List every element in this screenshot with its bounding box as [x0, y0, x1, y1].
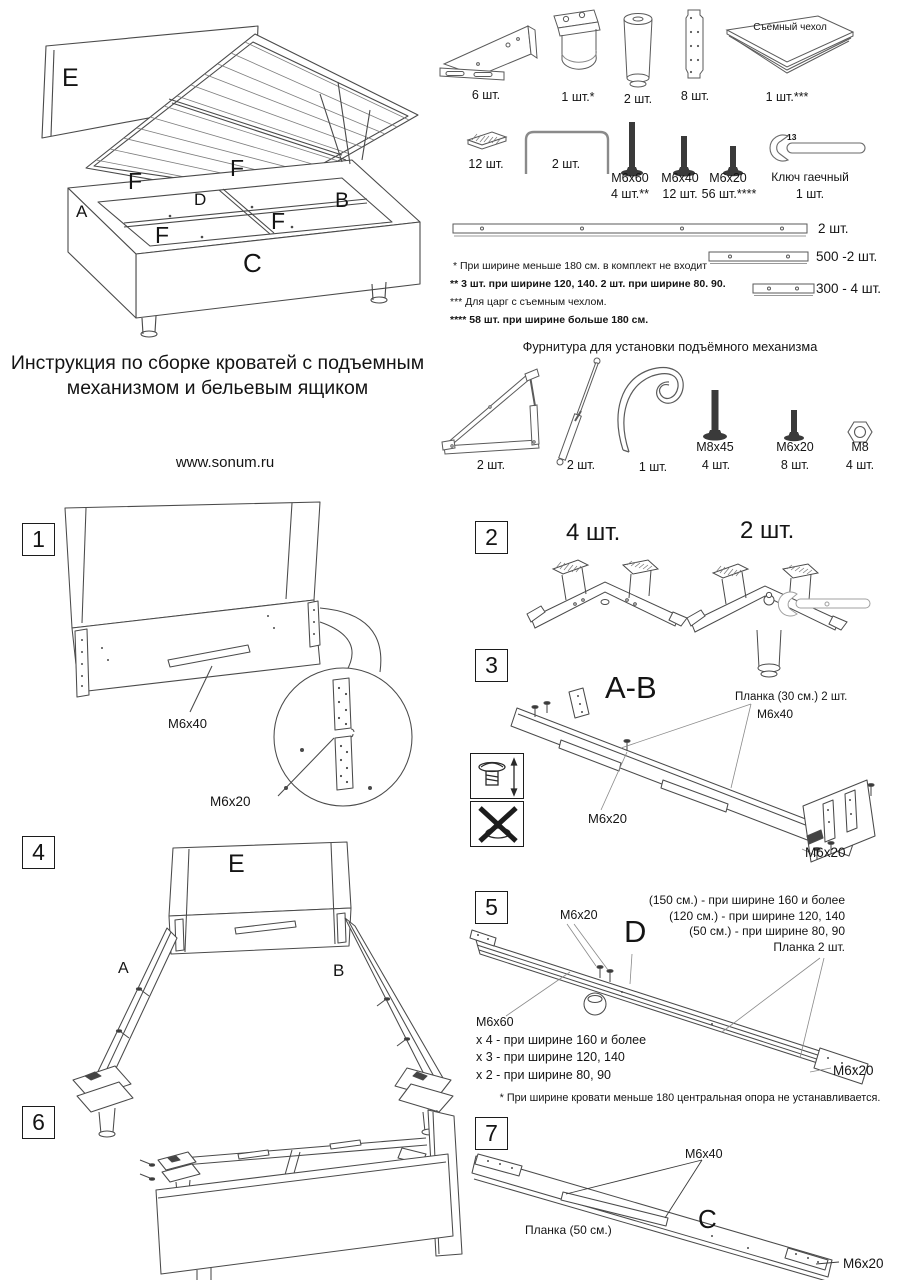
step-1-m6x40-label: M6x40	[168, 716, 208, 731]
bolt-m6x40-qty: 12 шт.	[662, 187, 698, 201]
step-5-number-text: 5	[485, 894, 498, 920]
step-5-footnote: * При ширине кровати меньше 180 центральная опора не устанавливается.	[499, 1092, 881, 1104]
corner-bracket-qty: 6 шт.	[471, 88, 501, 102]
step-3-number-text: 3	[485, 652, 498, 678]
step-5-label-d: D	[624, 914, 647, 949]
leg-drawing	[620, 10, 656, 92]
slat-500-label: 500 -2 шт.	[816, 249, 878, 264]
no-full-tighten-icon	[470, 801, 524, 847]
step-5-note-w3: x 3 - при ширине 120, 140	[476, 1050, 625, 1064]
bolt-m6x20-hw-qty: 8 шт.	[780, 458, 810, 472]
step-4-label-e: E	[228, 850, 245, 878]
bolt-m6x20-label: M6x20	[709, 171, 747, 185]
pad-qty: 12 шт.	[468, 157, 504, 171]
hardware-section-title: Фурнитура для установки подъёмного механизма	[522, 339, 818, 354]
step-4-label-a: A	[118, 960, 129, 977]
step-3-title-ab: A-B	[605, 670, 657, 705]
step-2-bracket-drawing	[525, 556, 690, 648]
screw-gap-icon	[470, 753, 524, 799]
step-4-label-b: B	[333, 961, 345, 980]
u-bar-qty: 2 шт.	[551, 157, 581, 171]
slat-300-drawing	[752, 282, 816, 298]
nut-m8-label: M8	[851, 440, 869, 454]
step-5-note-50: (50 см.) - при ширине 80, 90	[689, 924, 845, 939]
gas-strut-qty: 2 шт.	[566, 458, 596, 472]
bolt-m6x60-qty: 4 шт.**	[611, 187, 649, 201]
strap-qty: 1 шт.	[638, 460, 668, 474]
overview-label-b: B	[335, 189, 350, 212]
step-5-note-w4: x 4 - при ширине 160 и более	[476, 1032, 647, 1047]
step-3-m6x20-end-label: M6x20	[805, 845, 846, 860]
pad-drawing	[466, 128, 508, 154]
nut-m8-qty: 4 шт.	[845, 458, 875, 472]
slat-500-drawing	[708, 250, 810, 266]
step-5-m6x60-label: M6x60	[476, 1015, 514, 1029]
website-link[interactable]: www.sonum.ru	[175, 454, 275, 471]
step-6-drawing	[30, 1108, 450, 1280]
step-7-m6x40-label: M6x40	[685, 1147, 723, 1161]
bolt-m8x45-label: M8x45	[696, 440, 734, 454]
bolt-m6x20-hw-label: M6x20	[776, 440, 814, 454]
connector-plate-drawing	[684, 8, 706, 82]
wrench-drawing	[760, 130, 872, 168]
bolt-m6x40-label: M6x40	[661, 171, 699, 185]
overview-label-f3: F	[155, 222, 170, 248]
step-5-note-w2: x 2 - при ширине 80, 90	[476, 1067, 611, 1082]
overview-label-f1: F	[128, 168, 143, 194]
page-title-line1: Инструкция по сборке кроватей с подъемным	[10, 352, 425, 374]
long-slat-qty: 2 шт.	[818, 221, 849, 236]
overview-label-a: A	[76, 202, 88, 221]
lift-mechanism-drawing	[440, 362, 545, 457]
overview-label-c: C	[243, 248, 262, 278]
long-slat-drawing	[452, 222, 812, 240]
step-1-number-text: 1	[32, 526, 45, 552]
corner-bracket-drawing	[438, 18, 538, 84]
bed-overview-drawing	[20, 10, 430, 340]
center-support-qty: 1 шт.*	[561, 90, 595, 104]
wrench-size-mark: 13	[787, 132, 797, 142]
center-support-drawing	[552, 8, 607, 84]
step-4-number-text: 4	[32, 839, 45, 865]
step-7-drawing	[462, 1130, 900, 1280]
bolt-m6x60-label: M6x60	[611, 171, 649, 185]
step-3-plank-label: Планка (30 см.) 2 шт.	[735, 691, 848, 703]
step-1-drawing	[40, 498, 440, 836]
step-2-number-text: 2	[485, 524, 498, 550]
note-1: * При ширине меньше 180 см. в комплект не входит	[453, 260, 707, 272]
gas-strut-drawing	[548, 355, 608, 467]
cover-qty: 1 шт.***	[765, 90, 809, 104]
overview-label-f2: F	[230, 155, 245, 181]
step-2-number	[475, 521, 508, 554]
step-7-number-text: 7	[485, 1120, 498, 1146]
strap-drawing	[615, 362, 690, 457]
page-title-line2: механизмом и бельевым ящиком	[66, 377, 369, 399]
leg-qty: 2 шт.	[623, 92, 653, 106]
step-3-m6x40-label: M6x40	[757, 707, 794, 721]
step-5-m6x20-top-label: M6x20	[560, 908, 598, 922]
step-2-bracket-leg-drawing	[685, 550, 890, 685]
step-5-note-150: (150 см.) - при ширине 160 и более	[648, 893, 845, 907]
bolt-m8x45-drawing	[702, 388, 728, 444]
step-1-m6x20-label: M6x20	[210, 794, 251, 809]
note-3: *** Для царг с съемным чехлом.	[450, 296, 607, 308]
connector-plate-qty: 8 шт.	[680, 89, 710, 103]
step-7-label-c: C	[698, 1204, 717, 1234]
overview-label-d: D	[194, 190, 207, 209]
wrench-qty: 1 шт.	[795, 187, 825, 201]
note-4: **** 58 шт. при ширине больше 180 см.	[450, 314, 649, 326]
wrench-label: Ключ гаечный	[771, 170, 849, 184]
note-2: ** 3 шт. при ширине 120, 140. 2 шт. при ширине 80. 90.	[450, 278, 726, 290]
step-2-qty2-label: 2 шт.	[740, 517, 795, 544]
step-3-number	[475, 649, 508, 682]
step-2-qty4-label: 4 шт.	[566, 519, 621, 546]
step-7-m6x20-label: M6x20	[843, 1256, 884, 1271]
lift-mechanism-qty: 2 шт.	[476, 458, 506, 472]
cover-caption: Съемный чехол	[753, 22, 827, 33]
cover-drawing	[725, 10, 860, 78]
bolt-m6x20-qty: 56 шт.****	[701, 187, 757, 201]
overview-label-e: E	[62, 64, 79, 92]
step-3-m6x20-mid-label: M6x20	[588, 811, 628, 826]
slat-300-label: 300 - 4 шт.	[816, 281, 882, 296]
step-5-note-120: (120 см.) - при ширине 120, 140	[669, 908, 845, 923]
step-7-plank-label: Планка (50 см.)	[525, 1223, 612, 1237]
step-6-number-text: 6	[32, 1109, 45, 1135]
step-4-drawing	[55, 840, 455, 1102]
bolt-m8x45-qty: 4 шт.	[701, 458, 731, 472]
overview-label-f4: F	[271, 208, 286, 234]
step-5-note-plank: Планка 2 шт.	[773, 939, 845, 954]
step-4-number	[22, 836, 55, 869]
step-5-m6x60-notes	[476, 1014, 646, 1084]
step-5-m6x20-end-label: M6x20	[833, 1063, 874, 1078]
